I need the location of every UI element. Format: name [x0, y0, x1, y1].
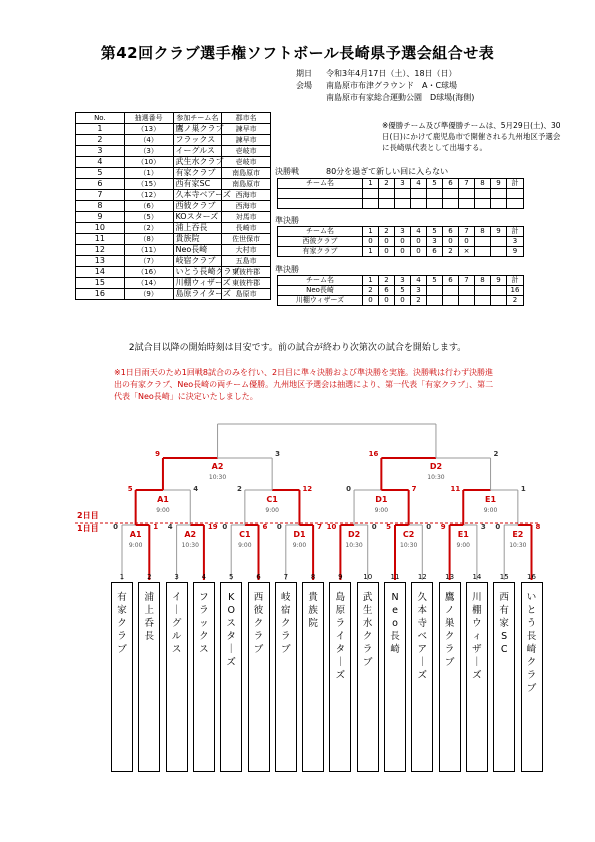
score-label: 7: [411, 485, 417, 493]
score-team-cell: 有家クラブ: [278, 247, 363, 257]
score-label: 0: [222, 523, 228, 531]
team-name-box: 有 家 ク ラ ブ: [111, 582, 133, 772]
score-inning-cell: 2: [379, 276, 395, 286]
score-inning-cell: 7: [459, 179, 475, 189]
date-label: 期日: [296, 69, 312, 78]
venue-value-1: 南島原市布津グラウンド A・C球場: [326, 81, 458, 90]
team-table-cell-no: 14: [76, 267, 125, 278]
score-label: 7: [317, 523, 322, 531]
team-table-cell-draw: （1）: [124, 168, 173, 179]
score-inning-cell: 5: [427, 276, 443, 286]
team-table-cell-team: 西有家SC: [173, 179, 222, 190]
score-inning-cell: 4: [411, 276, 427, 286]
team-table-cell-no: 13: [76, 256, 125, 267]
team-table-cell-no: 10: [76, 223, 125, 234]
game-code: E1: [485, 495, 497, 504]
team-table-cell-city: 佐世保市: [222, 234, 271, 245]
team-table-cell-team: 鷹ノ巣クラブ: [173, 124, 222, 135]
team-table-cell-draw: （6）: [124, 201, 173, 212]
score-inning-cell: 7: [459, 227, 475, 237]
score-team-cell: 川棚ウィザーズ: [278, 296, 363, 306]
score-inning-cell: 9: [491, 276, 507, 286]
team-table-cell-draw: （11）: [124, 245, 173, 256]
team-table-cell-draw: （9）: [124, 289, 173, 300]
team-table-cell-team: イーグルス: [173, 146, 222, 157]
team-table-cell-city: 五島市: [222, 256, 271, 267]
score-inning-cell: 9: [491, 179, 507, 189]
team-table-cell-draw: （10）: [124, 157, 173, 168]
team-number: 4: [201, 573, 207, 581]
team-name-box: い と う 長 崎 ク ラ ブ: [521, 582, 543, 772]
game-time: 9:00: [456, 542, 470, 549]
team-table-cell-no: 1: [76, 124, 125, 135]
team-table-cell-no: 6: [76, 179, 125, 190]
team-table-cell-no: 2: [76, 135, 125, 146]
team-table-cell-city: 東彼杵郡: [222, 278, 271, 289]
game-time: 9:00: [374, 507, 389, 514]
score-label: 12: [302, 485, 313, 493]
score-inning-cell: 2: [507, 296, 524, 306]
score-label: 11: [450, 485, 461, 493]
score-inning-cell: 0: [443, 237, 459, 247]
game-code: E1: [457, 530, 469, 539]
score-inning-cell: 6: [443, 179, 459, 189]
score-inning-cell: 2: [363, 286, 379, 296]
team-table-cell-team: いとう長崎クラブ: [173, 267, 222, 278]
score-inning-cell: 8: [475, 227, 491, 237]
team-number: 1: [119, 573, 125, 581]
game-code: C1: [239, 530, 251, 539]
day-label-1: 1日目: [77, 524, 99, 533]
game-code: D2: [347, 530, 361, 539]
team-table-cell-team: 貴族院: [173, 234, 222, 245]
semi1-label: 準決勝: [275, 216, 299, 225]
semi2-label: 準決勝: [275, 265, 299, 274]
game-code: A1: [129, 530, 142, 539]
score-label: 9: [155, 450, 160, 458]
game-code: A2: [211, 462, 224, 471]
team-table-cell-team: 有家クラブ: [173, 168, 222, 179]
team-name-box: 川 棚 ウ ィ ザ ｜ ズ: [466, 582, 488, 772]
team-number: 3: [174, 573, 179, 581]
team-table-cell-city: 長崎市: [222, 223, 271, 234]
score-inning-cell: 0: [379, 296, 395, 306]
team-number: 13: [445, 573, 455, 581]
team-name-box: 武 生 水 ク ラ ブ: [357, 582, 379, 772]
score-inning-cell: 1: [363, 247, 379, 257]
score-label: 5: [386, 523, 391, 531]
score-inning-cell: 0: [379, 237, 395, 247]
score-inning-cell: 9: [491, 227, 507, 237]
game-time: 9:00: [238, 542, 252, 549]
score-label: 9: [440, 523, 446, 531]
game-time: 10:30: [427, 474, 445, 481]
score-label: 0: [346, 485, 352, 493]
team-table-cell-no: 4: [76, 157, 125, 168]
date-value: 令和3年4月17日（土）、18日（日）: [326, 69, 457, 78]
game-time: 9:00: [156, 507, 170, 514]
header-team: 参加チーム名: [173, 113, 222, 124]
team-name-box: 島 原 ラ イ タ ｜ ズ: [329, 582, 351, 772]
score-inning-cell: 3: [411, 286, 427, 296]
score-label: 3: [275, 450, 281, 458]
score-label: 4: [193, 485, 199, 493]
score-inning-cell: 0: [411, 237, 427, 247]
team-number: 10: [363, 573, 373, 581]
score-label: 1: [520, 485, 526, 493]
score-label: 0: [113, 523, 118, 531]
team-table-cell-city: 島原市: [222, 289, 271, 300]
score-label: 0: [495, 523, 501, 531]
score-inning-cell: 3: [427, 237, 443, 247]
page-title: 第42回クラブ選手権ソフトボール長崎県予選会組合せ表: [100, 44, 495, 62]
team-number: 2: [147, 573, 152, 581]
team-name-box: フ ラ ッ ク ス: [193, 582, 215, 772]
score-inning-cell: 6: [443, 227, 459, 237]
team-name-box: イ ｜ グ ル ス: [166, 582, 188, 772]
score-inning-cell: 3: [395, 227, 411, 237]
team-table-cell-no: 8: [76, 201, 125, 212]
score-label: 4: [167, 523, 173, 531]
score-inning-cell: 1: [363, 276, 379, 286]
team-table-cell-city: 諫早市: [222, 124, 271, 135]
score-label: 1: [153, 523, 159, 531]
score-label: 8: [535, 523, 541, 531]
score-label: 6: [262, 523, 268, 531]
score-label: 5: [127, 485, 133, 493]
team-number: 16: [527, 573, 536, 581]
team-table-cell-draw: （3）: [124, 146, 173, 157]
team-table-cell-draw: （14）: [124, 278, 173, 289]
team-number: 6: [256, 573, 261, 581]
team-table-cell-no: 11: [76, 234, 125, 245]
game-time: 9:00: [292, 542, 307, 549]
team-table-cell-draw: （4）: [124, 135, 173, 146]
team-table-cell-draw: （7）: [124, 256, 173, 267]
score-inning-cell: 8: [475, 179, 491, 189]
team-number: 5: [228, 573, 234, 581]
score-label: 3: [480, 523, 486, 531]
team-table-cell-no: 12: [76, 245, 125, 256]
team-table-cell-team: 武生水クラブ: [173, 157, 222, 168]
team-table-cell-city: 東彼杵郡: [222, 267, 271, 278]
score-inning-cell: 6: [443, 276, 459, 286]
team-table-cell-draw: （8）: [124, 234, 173, 245]
team-table-cell-city: 大村市: [222, 245, 271, 256]
game-code: E2: [512, 530, 524, 539]
game-time: 10:30: [181, 542, 199, 549]
team-number: 12: [417, 573, 427, 581]
game-code: A1: [157, 495, 169, 504]
score-inning-cell: 6: [379, 286, 395, 296]
score-label: 0: [371, 523, 377, 531]
score-inning-cell: 0: [459, 237, 475, 247]
team-table-cell-city: 壱岐市: [222, 146, 271, 157]
team-table-cell-city: 西海市: [222, 190, 271, 201]
team-name-box: 貴 族 院: [302, 582, 324, 772]
day-label-2: 2日目: [77, 511, 99, 520]
team-table-cell-city: 南島原市: [222, 168, 271, 179]
score-label: 0: [276, 523, 282, 531]
score-inning-cell: 5: [427, 227, 443, 237]
score-label: 2: [236, 485, 242, 493]
score-inning-cell: 16: [507, 286, 524, 296]
score-label: 2: [493, 450, 499, 458]
score-inning-cell: 3: [395, 179, 411, 189]
score-inning-cell: 2: [411, 296, 427, 306]
team-number: 15: [499, 573, 509, 581]
team-table-cell-city: 壱岐市: [222, 157, 271, 168]
team-table-cell-team: 川棚ウィザーズ: [173, 278, 222, 289]
score-inning-cell: 4: [411, 227, 427, 237]
score-inning-cell: 1: [363, 227, 379, 237]
score-inning-cell: 0: [395, 247, 411, 257]
team-table-cell-city: 南島原市: [222, 179, 271, 190]
team-name-box: 岐 宿 ク ラ ブ: [275, 582, 297, 772]
score-inning-cell: 2: [443, 247, 459, 257]
score-inning-cell: ×: [459, 247, 475, 257]
team-table-cell-team: 浦上吞長: [173, 223, 222, 234]
header-city: 郡市名: [222, 113, 271, 124]
team-table-cell-city: 対馬市: [222, 212, 271, 223]
game-time: 10:30: [509, 542, 527, 549]
game-time: 10:30: [400, 542, 418, 549]
team-number: 11: [390, 573, 400, 581]
score-inning-cell: 計: [507, 227, 524, 237]
team-table-cell-draw: （13）: [124, 124, 173, 135]
rain-notice: ※1日目雨天のため1回戦8試合のみを行い、2日目に準々決勝および準決勝を実施。決勝戦は行わず決勝進出の有家クラブ、Neo長崎の両チーム優勝。九州地区予選会は抽選により、第一代表「有家クラブ」、第二代表「Neo長崎」に決定いたしました。: [114, 368, 494, 401]
team-table-cell-team: フラックス: [173, 135, 222, 146]
score-inning-cell: 3: [507, 237, 524, 247]
game-code: C2: [402, 530, 415, 539]
team-table-cell-team: KOスターズ: [173, 212, 222, 223]
team-table-cell-team: 岐宿クラブ: [173, 256, 222, 267]
final-label: 決勝戦: [275, 167, 299, 176]
game-code: C1: [266, 495, 278, 504]
venue-label: 会場: [296, 81, 312, 90]
note-text: ※優勝チーム及び準優勝チームは、5月29日(土)、30日(日)にかけて鹿児島市で開催される九州地区予選会に長崎県代表として出場する。: [382, 121, 561, 152]
team-name-box: K O ス タ ｜ ズ: [220, 582, 242, 772]
score-inning-cell: 0: [395, 296, 411, 306]
score-inning-cell: 計: [507, 179, 524, 189]
team-table-cell-draw: （15）: [124, 179, 173, 190]
score-inning-cell: 0: [363, 296, 379, 306]
team-table-cell-team: Neo長崎: [173, 245, 222, 256]
score-inning-cell: 5: [427, 179, 443, 189]
score-inning-cell: 6: [427, 247, 443, 257]
score-inning-cell: 0: [363, 237, 379, 247]
venue-value-2: 南島原市有家総合運動公園 D球場(海側): [326, 93, 475, 102]
score-team-cell: チーム名: [278, 179, 363, 189]
score-inning-cell: 計: [507, 276, 524, 286]
team-table-cell-no: 5: [76, 168, 125, 179]
game-code: D1: [375, 495, 388, 504]
score-label: 16: [368, 450, 379, 458]
team-table-cell-no: 15: [76, 278, 125, 289]
team-number: 14: [472, 573, 482, 581]
score-inning-cell: 2: [379, 227, 395, 237]
start-time-message: 2試合目以降の開始時刻は目安です。前の試合が終わり次第次の試合を開始します。: [128, 343, 467, 353]
team-table-cell-no: 16: [76, 289, 125, 300]
team-name-box: 西 有 家 S C: [493, 582, 515, 772]
team-table-cell-draw: （16）: [124, 267, 173, 278]
final-rule: 80分を過ぎて新しい回に入らない: [326, 167, 449, 176]
game-time: 9:00: [483, 507, 498, 514]
team-table-cell-draw: （5）: [124, 212, 173, 223]
header-no: No.: [76, 113, 125, 124]
team-table-cell-draw: （2）: [124, 223, 173, 234]
score-team-cell: チーム名: [278, 227, 363, 237]
team-name-box: 西 彼 ク ラ ブ: [248, 582, 270, 772]
score-inning-cell: 3: [395, 276, 411, 286]
team-name-box: 浦 上 呑 長: [138, 582, 160, 772]
score-label: 19: [207, 523, 218, 531]
game-code: A2: [184, 530, 197, 539]
team-table-cell-city: 諫早市: [222, 135, 271, 146]
score-inning-cell: 0: [395, 237, 411, 247]
team-number: 7: [283, 573, 289, 581]
score-team-cell: Neo長崎: [278, 286, 363, 296]
team-table-cell-team: 久本寺ベアーズ: [173, 190, 222, 201]
score-inning-cell: 5: [395, 286, 411, 296]
score-inning-cell: 0: [411, 247, 427, 257]
team-name-box: 鷹 ノ 巣 ク ラ ブ: [439, 582, 461, 772]
score-team-cell: 西彼クラブ: [278, 237, 363, 247]
score-inning-cell: 9: [507, 247, 524, 257]
team-table-cell-no: 7: [76, 190, 125, 201]
team-number: 9: [338, 573, 343, 581]
header-draw: 抽選番号: [124, 113, 173, 124]
game-time: 9:00: [265, 507, 279, 514]
score-label: 0: [426, 523, 432, 531]
score-inning-cell: 1: [363, 179, 379, 189]
team-number: 8: [310, 573, 316, 581]
team-name-box: 久 本 寺 ベ ア ｜ ズ: [411, 582, 433, 772]
score-label: 10: [326, 523, 337, 531]
game-code: D2: [429, 462, 443, 471]
team-name-box: N e o 長 崎: [384, 582, 406, 772]
score-inning-cell: 0: [379, 247, 395, 257]
score-team-cell: チーム名: [278, 276, 363, 286]
game-time: 10:30: [345, 542, 363, 549]
team-table-cell-team: 西彼クラブ: [173, 201, 222, 212]
score-inning-cell: 2: [379, 179, 395, 189]
score-inning-cell: 4: [411, 179, 427, 189]
team-table-cell-no: 3: [76, 146, 125, 157]
team-table-cell-team: 島原ライターズ: [173, 289, 222, 300]
score-inning-cell: 7: [459, 276, 475, 286]
team-table-cell-city: 西海市: [222, 201, 271, 212]
team-table-cell-no: 9: [76, 212, 125, 223]
game-time: 10:30: [208, 474, 227, 481]
score-inning-cell: 8: [475, 276, 491, 286]
game-time: 9:00: [128, 542, 143, 549]
team-table-cell-draw: （12）: [124, 190, 173, 201]
game-code: D1: [293, 530, 306, 539]
